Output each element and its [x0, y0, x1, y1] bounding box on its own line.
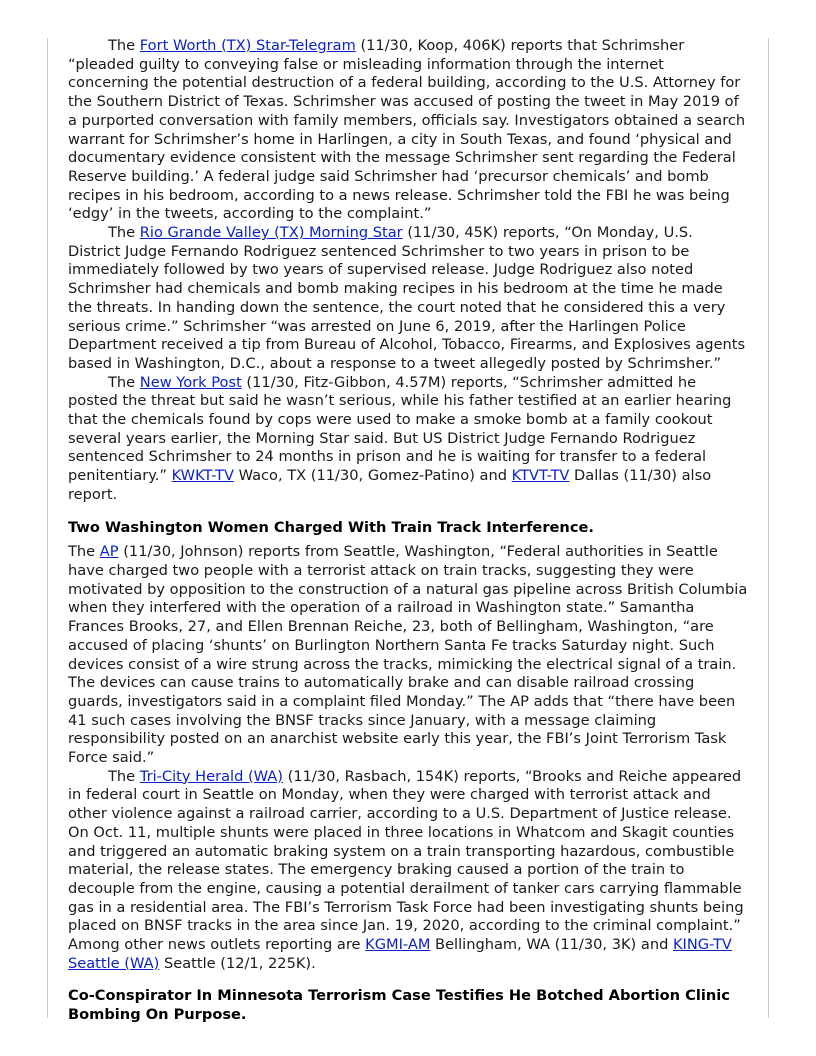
paragraph-ap	[68, 543, 748, 767]
text-run: Bellingham, WA (11/30, 3K) and	[430, 936, 673, 954]
paragraph-tri-city-herald	[68, 768, 748, 974]
page-border-right	[768, 38, 769, 1018]
paragraph-morning-star	[68, 224, 748, 374]
text-run: The	[108, 767, 140, 785]
link-rio-grande-valley-morning-star[interactable]: Rio Grande Valley (TX) Morning Star	[139, 224, 403, 242]
link-kgmi-am[interactable]: KGMI-AM	[365, 936, 431, 954]
text-run: The	[108, 37, 140, 54]
link-ap[interactable]: AP	[99, 543, 119, 561]
link-new-york-post[interactable]: New York Post	[139, 373, 242, 391]
link-king-tv-seattle[interactable]: KING-TV Seattle (WA)	[68, 936, 732, 972]
text-run: Waco, TX (11/30, Gomez-Patino) and	[233, 467, 512, 485]
text-run: (11/30, Rasbach, 154K) reports, “Brooks and Reiche appeared in federal court in Seattle on Monday, when they were charged with terrorist attack and other violence against a railroad carrier, according to a U.S. Department of Justice release. On Oct. 11, multiple shunts were placed in three locations in Whatcom and Skagit counties and triggered an automatic braking system on a train transporting hazardous, combustible material, the release states. The emergency braking caused a portion of the train to decouple from the engine, causing a potential derailment of tanker cars carrying flammable gas in a residential area. The FBI’s Terrorism Task Force had been investigating shunts being placed on BNSF tracks in the area since Jan. 19, 2020, according to the criminal complaint.” Among other news outlets reporting are	[68, 767, 744, 954]
text-run: The	[108, 224, 140, 242]
text-run: (11/30, Koop, 406K) reports that Schrimsher “pleaded guilty to conveying false or misleading information through the internet concerning the potential destruction of a federal building, according to the U.S. Attorney for the Southern District of Texas. Schrimsher was accused of posting the tweet in May 2019 of a purported conversation with family members, officials say. Investigators obtained a search warrant for Schrimsher’s home in Harlingen, a city in South Texas, and found ‘physical and documentary evidence consistent with the message Schrimsher sent regarding the Federal Reserve building.’ A federal judge said Schrimsher had ‘precursor chemicals’ and bomb recipes in his bedroom, according to a news release. Schrimsher told the FBI he was being ‘edgy’ in the tweets, according to the complaint.”	[68, 37, 746, 223]
heading-train-track-interference: Two Washington Women Charged With Train Track Interference.	[68, 518, 594, 536]
paragraph-new-york-post	[68, 374, 748, 505]
text-run: (11/30, Johnson) reports from Seattle, Washington, “Federal authorities in Seattle have charged two people with a terrorist attack on train tracks, suggesting they were motivated by opposition to the construction of a natural gas pipeline across British Columbia when they interfered with the operation of a railroad in Washington state.” Samantha Frances Brooks, 27, and Ellen Brennan Reiche, 23, both of Bellingham, Washington, “are accused of placing ‘shunts’ on Burlington Northern Santa Fe tracks Saturday night. Such devices consist of a wire strung across the tracks, mimicking the electrical signal of a train. The devices can cause trains to automatically brake and can disable railroad crossing guards, investigators said in a complaint filed Monday.” The AP adds that “there have been 41 such cases involving the BNSF tracks since January, with a message claiming responsibility posted on an anarchist website early this year, the FBI’s Joint Terrorism Task Force said.”	[68, 543, 748, 767]
page-border-left	[47, 38, 48, 1018]
heading-minnesota-terrorism-case: Co-Conspirator In Minnesota Terrorism Case Testifies He Botched Abortion Clinic Bombing On Purpose.	[68, 987, 730, 1024]
document-body	[68, 37, 748, 1031]
text-run: The	[68, 543, 100, 561]
text-run: (11/30, 45K) reports, “On Monday, U.S. District Judge Fernando Rodriguez sentenced Schrimsher to two years in prison to be immediately followed by two years of supervised release. Judge Rodriguez also noted Schrimsher had chemicals and bomb making recipes in his bedroom at the time he made the threats. In handing down the sentence, the court noted that he considered this a very serious crime.” Schrimsher “was arrested on June 6, 2019, after the Harlingen Police Department received a tip from Bureau of Alcohol, Tobacco, Firearms, and Explosives agents based in Washington, D.C., about a response to a tweet allegedly posted by Schrimsher.”	[68, 224, 746, 372]
text-run: The	[108, 373, 140, 391]
text-run: Dallas (11/30) also report.	[68, 467, 712, 503]
paragraph-star-telegram	[68, 37, 748, 224]
link-kwkt-tv[interactable]: KWKT-TV	[171, 467, 234, 485]
link-fort-worth-star-telegram[interactable]: Fort Worth (TX) Star-Telegram	[139, 37, 356, 54]
text-run: Seattle (12/1, 225K).	[159, 954, 316, 972]
text-run: (11/30, Fitz-Gibbon, 4.57M) reports, “Schrimsher admitted he posted the threat but said he wasn’t serious, while his father testified at an earlier hearing that the chemicals found by cops were used to make a smoke bomb at a family cookout several years earlier, the Morning Star said. But US District Judge Fernando Rodriguez sentenced Schrimsher to 24 months in prison and he is waiting for transfer to a federal penitentiary.”	[68, 373, 732, 485]
link-tri-city-herald[interactable]: Tri-City Herald (WA)	[139, 767, 283, 785]
link-ktvt-tv[interactable]: KTVT-TV	[511, 467, 570, 485]
